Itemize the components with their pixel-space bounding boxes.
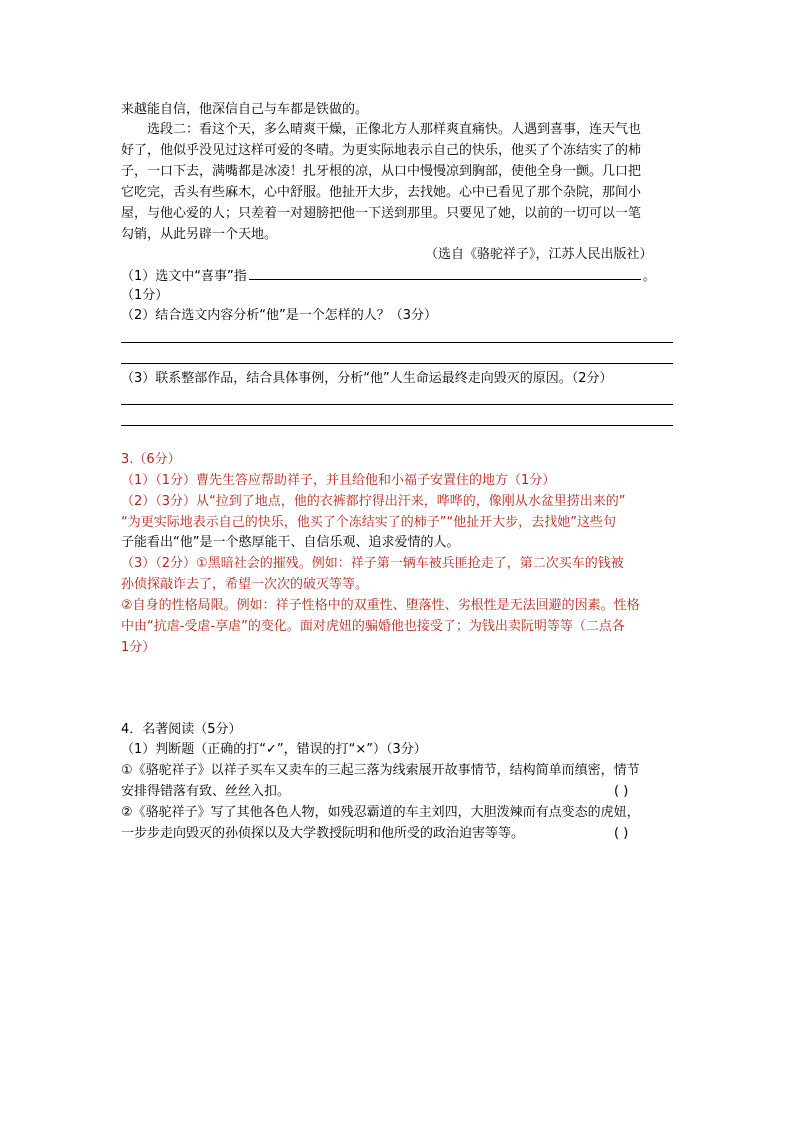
judgement-item-2-cont: 一步步走向毁灭的孙侦探以及大学教授阮明和他所受的政治迫害等等。: [121, 826, 525, 841]
answer-3-line: 1分）: [121, 640, 156, 655]
judgement-item-1: ①《骆驼祥子》以祥子买车又卖车的三起三落为线索展开故事情节，结构简单而缜密，情节: [121, 763, 640, 778]
answer-3-line: 中由“抗虐-受虐-享虐”的变化。面对虎妞的骗婚他也接受了；为钱出卖阮明等等（二点各: [121, 619, 625, 634]
question-1: [121, 266, 656, 287]
passage-line: 勾销，从此另辟一个天地。: [121, 227, 278, 242]
answers-header: 3.（6分）: [121, 452, 181, 467]
section-4-subquestion: （1）判断题（正确的打“✓”，错误的打“×”）（3分）: [121, 742, 427, 757]
answer-line[interactable]: [121, 342, 673, 343]
answer-line[interactable]: [121, 363, 673, 364]
answer-3-line: （3）（2分）①黑暗社会的摧残。例如：祥子第一辆车被兵匪抢走了，第二次买车的钱被: [121, 556, 624, 571]
section-4-header: 4．名著阅读（5分）: [121, 722, 242, 737]
answer-paren[interactable]: ( ): [614, 826, 629, 841]
answer-3-line: ②自身的性格局限。例如：祥子性格中的双重性、堕落性、劣根性是无法回避的因素。性格: [121, 598, 640, 613]
answer-line[interactable]: [121, 425, 673, 426]
answer-2-line: 子能看出“他”是一个憨厚能干、自信乐观、追求爱情的人。: [121, 535, 460, 550]
passage-line: 它吃完，舌头有些麻木，心中舒服。他扯开大步，去找她。心中已看见了那个杂院，那间小: [121, 185, 642, 200]
answer-2-line: “为更实际地表示自己的快乐，他买了个冻结实了的柿子”“他扯开大步，去找她”这些句: [121, 515, 616, 530]
judgement-item-2: ②《骆驼祥子》写了其他各色人物，如残忍霸道的车主刘四，大胆泼辣而有点变态的虎妞，: [121, 805, 640, 820]
passage-line: 子，一口下去，满嘴都是冰凌！扎牙根的凉，从口中慢慢凉到胸部，使他全身一颤。几口把: [121, 164, 642, 179]
passage-line: 屋，与他心爱的人；只差着一对翅膀把他一下送到那里。只要见了她，以前的一切可以一笔: [121, 206, 642, 221]
answer-1: （1）（1分）曹先生答应帮助祥子，并且给他和小福子安置住的地方（1分）: [121, 473, 556, 488]
question-1-score: （1分）: [121, 288, 169, 303]
judgement-item-1-cont: 安排得错落有致、丝丝入扣。: [121, 784, 291, 799]
question-2: （2）结合选文内容分析“他”是一个怎样的人？（3分）: [121, 308, 438, 323]
answer-blank[interactable]: [249, 266, 641, 280]
question-3: （3）联系整部作品，结合具体事例，分析“他”人生命运最终走向毁灭的原因。（2分）: [121, 371, 613, 386]
question-1-end: 。: [642, 269, 656, 284]
answer-3-line: 孙侦探敲诈去了，希望一次次的破灭等等。: [121, 577, 369, 592]
answer-paren[interactable]: ( ): [614, 784, 629, 799]
passage-line: 来越能自信，他深信自己与车都是铁做的。: [121, 102, 369, 117]
answer-2-line: （2）（3分）从“拉到了地点，他的衣裤都拧得出汗来，哗哗的，像刚从水盆里捞出来的”: [121, 494, 626, 509]
passage-line: 选段二：看这个天，多么晴爽干燥，正像北方人那样爽直痛快。人遇到喜事，连天气也: [147, 122, 642, 137]
answer-line[interactable]: [121, 404, 673, 405]
passage-line: 好了，他似乎没见过这样可爱的冬晴。为更实际地表示自己的快乐，他买了个冻结实了的柿: [121, 143, 642, 158]
passage-source: （选自《骆驼祥子》，江苏人民出版社）: [425, 247, 653, 262]
question-1-prefix: （1）选文中“喜事”指: [121, 269, 247, 284]
